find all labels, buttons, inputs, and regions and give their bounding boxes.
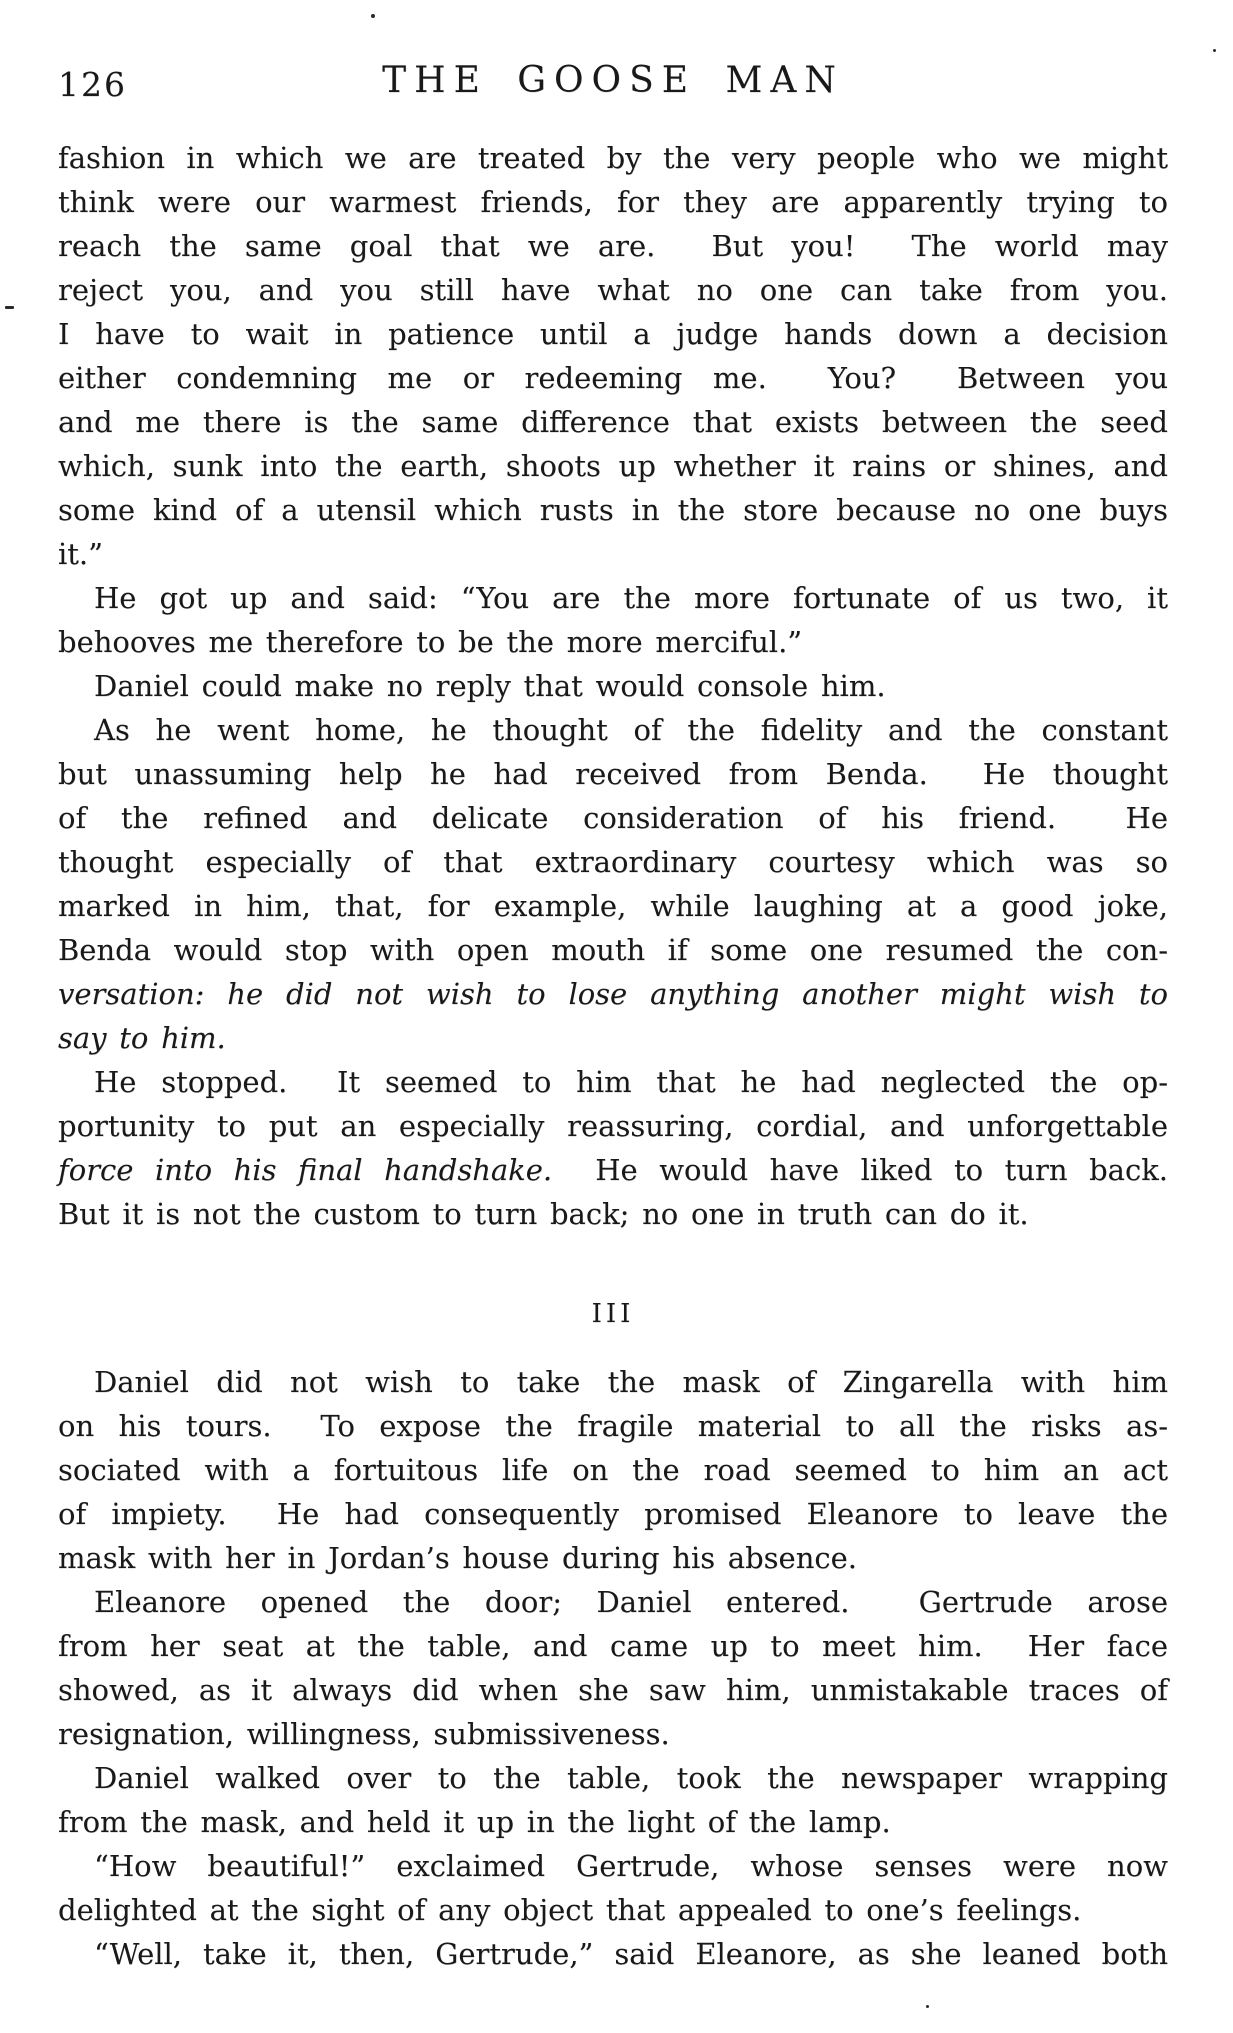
text-segment: behooves me therefore to be the more merciful.” xyxy=(58,625,803,659)
text-line xyxy=(58,1932,1168,1976)
text-line xyxy=(58,356,1168,400)
text-segment: from the mask, and held it up in the light of the lamp. xyxy=(58,1805,891,1839)
text-line xyxy=(58,532,1168,576)
text-line xyxy=(58,1360,1168,1404)
text-line xyxy=(58,664,1168,708)
scan-speck xyxy=(926,2005,929,2008)
text-line xyxy=(58,312,1168,356)
text-segment: some kind of a utensil which rusts in the store because no one buys xyxy=(58,493,1168,527)
text-line xyxy=(58,1192,1168,1236)
text-line xyxy=(58,928,1168,972)
page-number: 126 xyxy=(58,65,127,104)
text-segment: resignation, willingness, submissiveness. xyxy=(58,1717,670,1751)
paragraph xyxy=(58,708,1168,1060)
text-segment: delighted at the sight of any object that appealed to one’s feelings. xyxy=(58,1893,1082,1927)
scan-speck xyxy=(1213,49,1216,52)
text-line xyxy=(58,840,1168,884)
body-text xyxy=(58,136,1168,1976)
text-line xyxy=(58,1580,1168,1624)
text-line xyxy=(58,972,1168,1016)
text-line xyxy=(58,224,1168,268)
text-segment: He would have liked to turn back. xyxy=(552,1153,1168,1187)
text-segment: thought especially of that extraordinary courtesy which was so xyxy=(58,845,1168,879)
paragraph xyxy=(58,1060,1168,1236)
text-segment: But it is not the custom to turn back; no one in truth can do it. xyxy=(58,1197,1029,1231)
text-line xyxy=(58,708,1168,752)
text-segment: As he went home, he thought of the fidelity and the constant xyxy=(94,713,1168,747)
text-line xyxy=(58,576,1168,620)
text-segment: on his tours. To expose the fragile material to all the risks as- xyxy=(58,1409,1168,1443)
paragraph xyxy=(58,1360,1168,1580)
scan-speck xyxy=(371,14,375,18)
text-segment: mask with her in Jordan’s house during his absence. xyxy=(58,1541,858,1575)
text-segment: Daniel walked over to the table, took the newspaper wrapping xyxy=(94,1761,1168,1795)
italic-text: say to him. xyxy=(58,1021,226,1055)
text-line xyxy=(58,136,1168,180)
page-header xyxy=(58,60,1168,112)
paragraph xyxy=(58,664,1168,708)
text-line xyxy=(58,400,1168,444)
text-line xyxy=(58,796,1168,840)
text-segment: “How beautiful!” exclaimed Gertrude, whose senses were now xyxy=(94,1849,1168,1883)
text-line xyxy=(58,1536,1168,1580)
text-segment: from her seat at the table, and came up to meet him. Her face xyxy=(58,1629,1168,1663)
paragraph xyxy=(58,576,1168,664)
text-line xyxy=(58,1060,1168,1104)
text-segment: which, sunk into the earth, shoots up whether it rains or shines, and xyxy=(58,449,1168,483)
running-title: THE GOOSE MAN xyxy=(382,60,844,101)
text-line xyxy=(58,1016,1168,1060)
italic-text: force into his final handshake. xyxy=(58,1153,553,1187)
paragraph xyxy=(58,1756,1168,1844)
text-segment: fashion in which we are treated by the very people who we might xyxy=(58,141,1168,175)
text-line xyxy=(58,884,1168,928)
text-line xyxy=(58,1712,1168,1756)
text-line xyxy=(58,1448,1168,1492)
text-segment: I have to wait in patience until a judge hands down a decision xyxy=(58,317,1168,351)
text-segment: He stopped. It seemed to him that he had neglected the op- xyxy=(94,1065,1168,1099)
text-line xyxy=(58,268,1168,312)
text-line xyxy=(58,1404,1168,1448)
text-segment: think were our warmest friends, for they are apparently trying to xyxy=(58,185,1168,219)
text-segment: portunity to put an especially reassuring, cordial, and unforgettable xyxy=(58,1109,1168,1143)
text-line xyxy=(58,1888,1168,1932)
text-segment: reach the same goal that we are. But you! The world may xyxy=(58,229,1168,263)
text-segment: showed, as it always did when she saw him, unmistakable traces of xyxy=(58,1673,1168,1707)
text-segment: Daniel did not wish to take the mask of Zingarella with him xyxy=(94,1365,1168,1399)
paragraph xyxy=(58,1844,1168,1932)
text-line xyxy=(58,1148,1168,1192)
text-line xyxy=(58,752,1168,796)
paragraph xyxy=(58,136,1168,576)
text-line xyxy=(58,1800,1168,1844)
text-segment: either condemning me or redeeming me. You? Between you xyxy=(58,361,1168,395)
text-line xyxy=(58,1756,1168,1800)
text-segment: of the refined and delicate consideration of his friend. He xyxy=(58,801,1168,835)
text-line xyxy=(58,1668,1168,1712)
text-segment: but unassuming help he had received from Benda. He thought xyxy=(58,757,1168,791)
text-line xyxy=(58,488,1168,532)
italic-text: versation: he did not wish to lose anything another might wish to xyxy=(58,977,1168,1011)
text-line xyxy=(58,180,1168,224)
text-segment: it.” xyxy=(58,537,103,571)
text-line xyxy=(58,444,1168,488)
text-line xyxy=(58,620,1168,664)
text-segment: marked in him, that, for example, while laughing at a good joke, xyxy=(58,889,1168,923)
paragraph xyxy=(58,1932,1168,1976)
text-segment: Daniel could make no reply that would console him. xyxy=(94,669,886,703)
text-segment: and me there is the same difference that exists between the seed xyxy=(58,405,1168,439)
text-line xyxy=(58,1492,1168,1536)
text-line xyxy=(58,1624,1168,1668)
text-segment: He got up and said: “You are the more fortunate of us two, it xyxy=(94,581,1168,615)
text-segment: of impiety. He had consequently promised Eleanore to leave the xyxy=(58,1497,1168,1531)
text-segment: Eleanore opened the door; Daniel entered. Gertrude arose xyxy=(94,1585,1168,1619)
text-line xyxy=(58,1844,1168,1888)
text-segment: “Well, take it, then, Gertrude,” said Eleanore, as she leaned both xyxy=(94,1937,1168,1971)
scan-speck xyxy=(5,306,14,309)
text-segment: Benda would stop with open mouth if some one resumed the con- xyxy=(58,933,1168,967)
text-segment: sociated with a fortuitous life on the road seemed to him an act xyxy=(58,1453,1168,1487)
section-heading: III xyxy=(591,1299,635,1329)
text-segment: reject you, and you still have what no one can take from you. xyxy=(58,273,1168,307)
paragraph xyxy=(58,1580,1168,1756)
text-line xyxy=(58,1104,1168,1148)
